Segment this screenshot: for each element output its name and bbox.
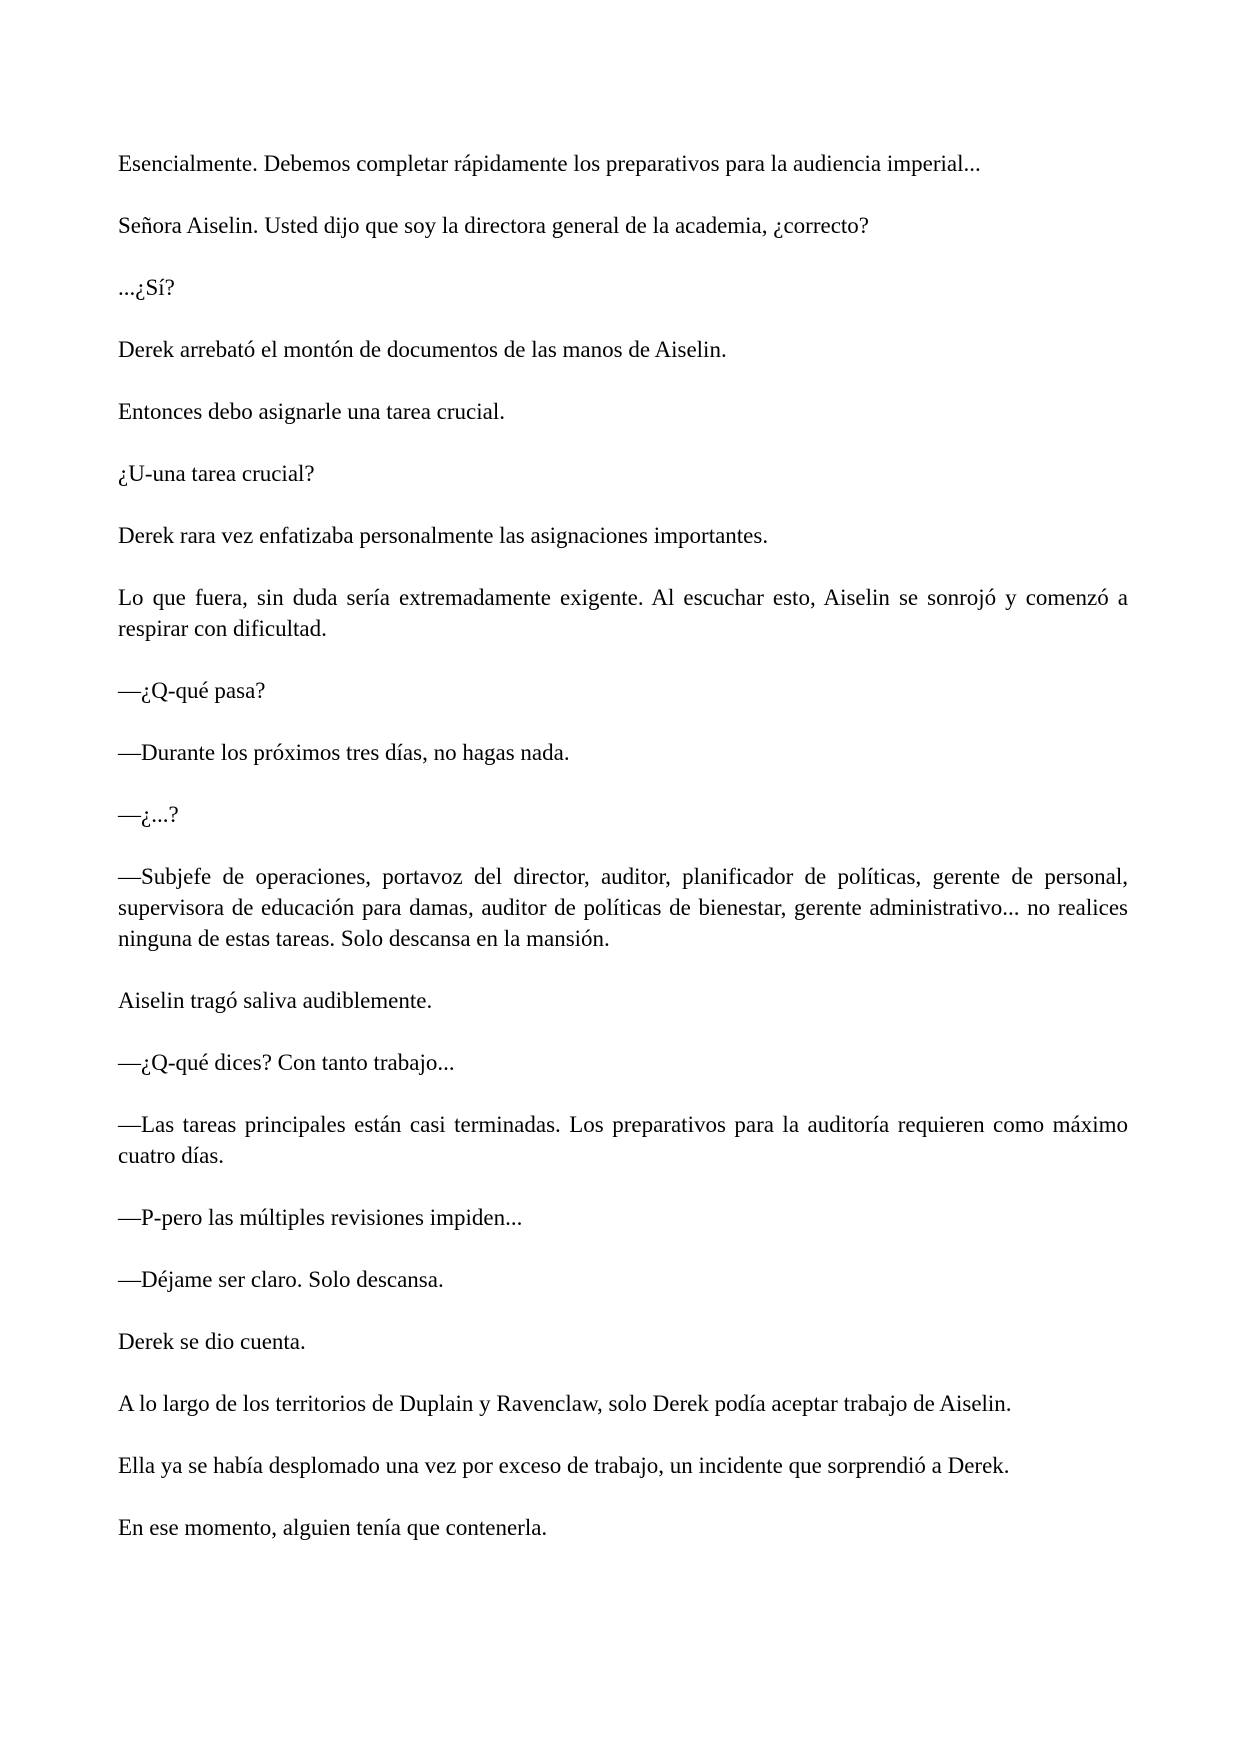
paragraph: Derek se dio cuenta.	[118, 1329, 306, 1354]
paragraph: Ella ya se había desplomado una vez por exceso de trabajo, un incidente que sorprendió a Derek.	[118, 1453, 1010, 1478]
paragraph: —Durante los próximos tres días, no hagas nada.	[118, 740, 570, 765]
paragraph: ¿U-una tarea crucial?	[118, 461, 315, 486]
paragraph: Derek rara vez enfatizaba personalmente las asignaciones importantes.	[118, 523, 769, 548]
text-column	[118, 148, 1128, 1574]
paragraph: Entonces debo asignarle una tarea crucial.	[118, 399, 505, 424]
paragraph: —P-pero las múltiples revisiones impiden...	[118, 1205, 523, 1230]
paragraph: ...¿Sí?	[118, 275, 175, 300]
paragraph: A lo largo de los territorios de Duplain y Ravenclaw, solo Derek podía aceptar trabajo de Aiselin.	[118, 1391, 1012, 1416]
paragraph: —Las tareas principales están casi terminadas. Los preparativos para la auditoría requieren como máximo cuatro días.	[118, 1112, 1128, 1168]
paragraph: —¿...?	[118, 802, 179, 827]
paragraph: Derek arrebató el montón de documentos de las manos de Aiselin.	[118, 337, 727, 362]
paragraph: Señora Aiselin. Usted dijo que soy la directora general de la academia, ¿correcto?	[118, 213, 870, 238]
paragraph: Esencialmente. Debemos completar rápidamente los preparativos para la audiencia imperial...	[118, 151, 981, 176]
paragraph: En ese momento, alguien tenía que contenerla.	[118, 1515, 548, 1540]
paragraph: —Subjefe de operaciones, portavoz del director, auditor, planificador de políticas, gerente de personal, supervisora de educación para damas, auditor de políticas de bienestar, gerente administrativo... no realices ninguna de estas tareas. Solo descansa en la mansión.	[118, 864, 1128, 951]
paragraph: Lo que fuera, sin duda sería extremadamente exigente. Al escuchar esto, Aiselin se sonrojó y comenzó a respirar con dificultad.	[118, 585, 1128, 641]
paragraph: —¿Q-qué pasa?	[118, 678, 266, 703]
paragraph: —¿Q-qué dices? Con tanto trabajo...	[118, 1050, 455, 1075]
paragraph: —Déjame ser claro. Solo descansa.	[118, 1267, 444, 1292]
paragraph: Aiselin tragó saliva audiblemente.	[118, 988, 433, 1013]
